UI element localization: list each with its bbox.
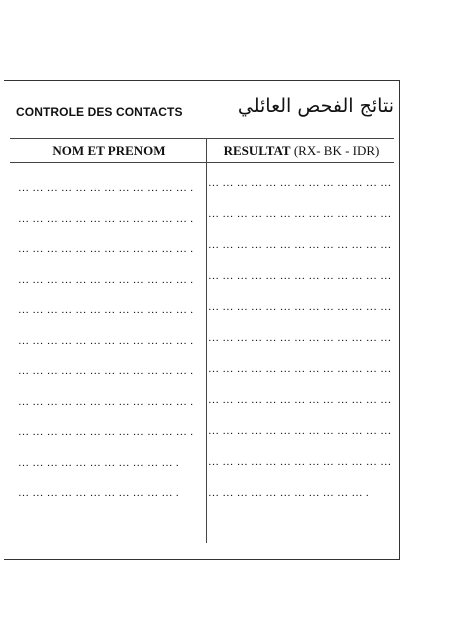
column-header-result-label: RESULTAT: [223, 143, 291, 158]
result-entry-line: … … … … … … … … … … … … …: [208, 208, 392, 220]
result-entry-line: … … … … … … … … … … … .: [208, 487, 369, 499]
header-divider: [10, 138, 394, 139]
name-entry-line: … … … … … … … … … … … … .: [18, 273, 194, 286]
result-entry-line: … … … … … … … … … … … … …: [208, 394, 392, 406]
result-entry-line: … … … … … … … … … … … … …: [208, 456, 392, 468]
name-entry-line: … … … … … … … … … … … … .: [18, 243, 194, 255]
result-entry-line: … … … … … … … … … … … … …: [208, 363, 392, 375]
result-entry-line: … … … … … … … … … … … … …: [208, 425, 392, 437]
name-entry-line: … … … … … … … … … … … … .: [18, 212, 194, 225]
contact-control-form: [4, 80, 400, 560]
name-entry-line: … … … … … … … … … … … .: [18, 487, 179, 499]
column-header-name: NOM ET PRENOM: [52, 143, 166, 158]
title-french: CONTROLE DES CONTACTS: [16, 105, 183, 119]
name-entry-line: … … … … … … … … … … … .: [18, 456, 179, 469]
name-entry-line: … … … … … … … … … … … … .: [18, 395, 194, 408]
column-header-result-note: (RX- BK - IDR): [290, 143, 380, 158]
result-entry-line: … … … … … … … … … … … … …: [208, 332, 392, 344]
result-entry-line: … … … … … … … … … … … … …: [208, 270, 392, 282]
name-entry-line: … … … … … … … … … … … … .: [18, 365, 194, 377]
name-entry-line: … … … … … … … … … … … … .: [18, 334, 194, 347]
name-entry-line: … … … … … … … … … … … … .: [18, 426, 194, 438]
column-divider: [206, 139, 207, 543]
form-header: [12, 95, 392, 129]
title-arabic: نتائج الفحص العائلي: [237, 95, 394, 117]
name-entry-line: … … … … … … … … … … … … .: [18, 182, 194, 194]
column-header-divider: [10, 162, 394, 163]
result-entry-line: … … … … … … … … … … … … …: [208, 301, 392, 313]
name-entry-line: … … … … … … … … … … … … .: [18, 304, 194, 316]
result-entry-line: … … … … … … … … … … … … …: [208, 239, 392, 251]
column-header-result: [209, 143, 394, 159]
result-entry-line: … … … … … … … … … … … … …: [208, 177, 392, 189]
